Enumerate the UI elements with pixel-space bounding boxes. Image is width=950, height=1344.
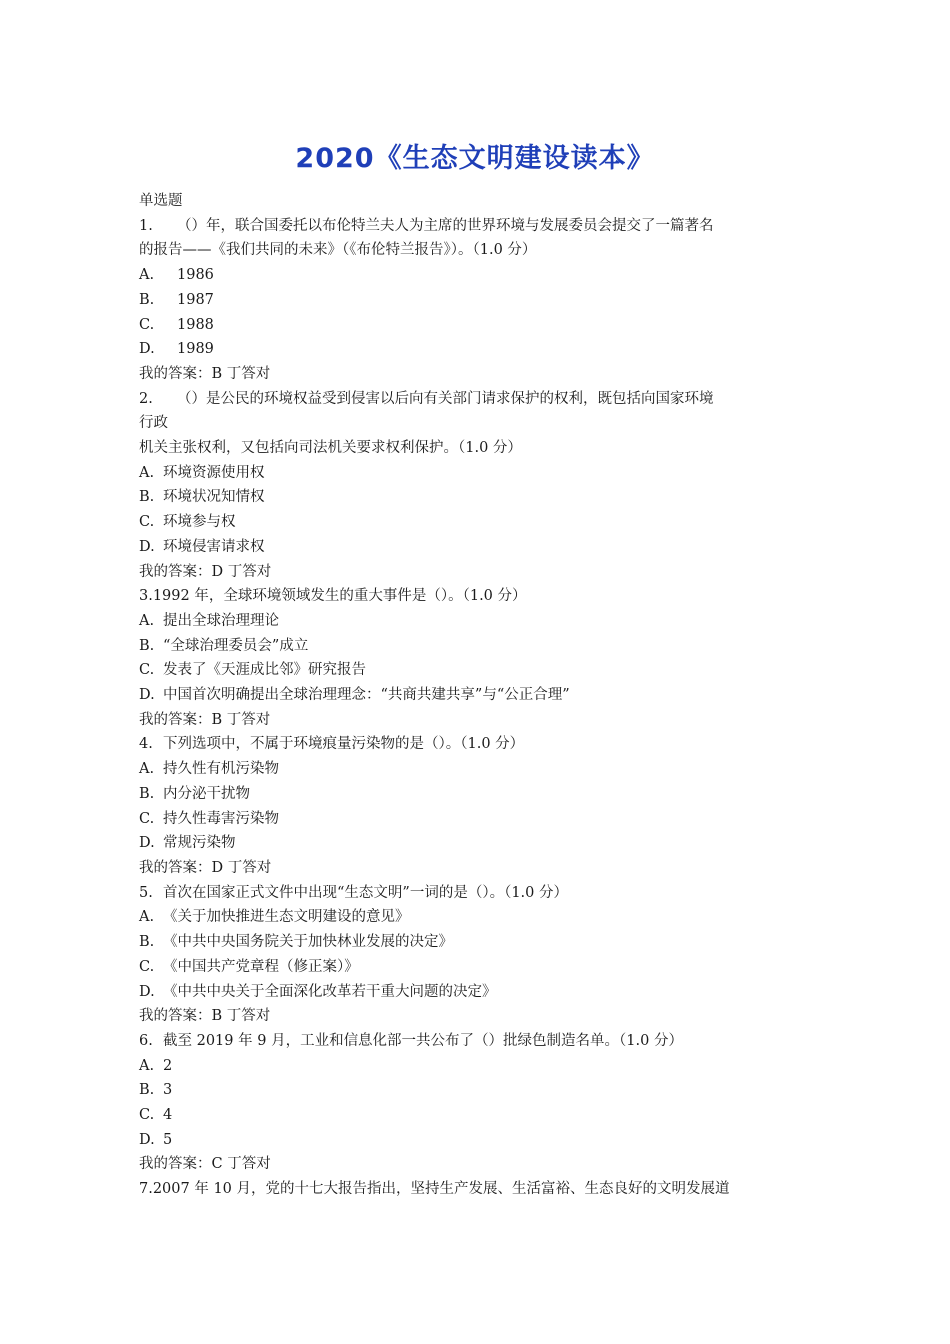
- option-text: 《关于加快推进生态文明建设的意见》: [163, 909, 410, 926]
- option-letter: C.: [139, 1107, 155, 1124]
- option-text: 持久性有机污染物: [163, 761, 279, 778]
- option-text: 《中国共产党章程（修正案）》: [163, 958, 359, 975]
- question-text: （）是公民的环境权益受到侵害以后向有关部门请求保护的权利，既包括向国家环境: [177, 390, 714, 407]
- option-letter: D.: [139, 341, 155, 358]
- option-text: 持久性毒害污染物: [163, 810, 279, 827]
- option-b: [139, 634, 819, 659]
- option-letter: A.: [139, 267, 155, 284]
- question-number: 1.: [139, 217, 153, 234]
- option-letter: B.: [139, 637, 155, 654]
- option-text: 环境状况知情权: [163, 489, 265, 506]
- question-2: [139, 387, 819, 585]
- option-c: [139, 658, 819, 683]
- option-text: 3: [163, 1082, 173, 1099]
- question-5: [139, 881, 819, 1029]
- question-text: （）年，联合国委托以布伦特兰夫人为主席的世界环境与发展委员会提交了一篇著名: [177, 217, 714, 234]
- option-text: 提出全球治理理论: [163, 612, 279, 629]
- question-text: 7.2007 年 10 月，党的十七大报告指出，坚持生产发展、生活富裕、生态良好的文明发展道: [139, 1181, 730, 1198]
- option-text: 中国首次明确提出全球治理理念：“共商共建共享”与“公正合理”: [163, 687, 570, 704]
- option-letter: B.: [139, 785, 155, 802]
- option-d: [139, 683, 819, 708]
- option-text: 1986: [177, 267, 214, 284]
- question-text: 3.1992 年，全球环境领域发生的重大事件是（）。（1.0 分）: [139, 588, 527, 605]
- option-letter: B.: [139, 934, 155, 951]
- question-text: 首次在国家正式文件中出现“生态文明”一词的是（）。（1.0 分）: [163, 884, 568, 901]
- question-1: [139, 214, 819, 387]
- section-heading: 单选题: [139, 193, 183, 209]
- option-letter: D.: [139, 983, 155, 1000]
- answer-line: 我的答案：D 丁答对: [139, 859, 272, 876]
- option-b: [139, 288, 819, 313]
- option-c: [139, 313, 819, 338]
- option-letter: B.: [139, 489, 155, 506]
- answer-line: 我的答案：B 丁答对: [139, 1008, 271, 1025]
- question-text: 截至 2019 年 9 月，工业和信息化部一共公布了（）批绿色制造名单。（1.0 分）: [163, 1032, 683, 1049]
- question-4: [139, 732, 819, 880]
- option-d: [139, 980, 819, 1005]
- question-line: [139, 1029, 819, 1054]
- option-a: [139, 263, 819, 288]
- option-a: [139, 905, 819, 930]
- document-title: 2020《生态文明建设读本》: [295, 143, 655, 174]
- option-b: [139, 782, 819, 807]
- document-body: [139, 189, 819, 1202]
- option-letter: D.: [139, 687, 155, 704]
- option-text: 《中共中央国务院关于加快林业发展的决定》: [163, 934, 453, 951]
- answer-line: 我的答案：B 丁答对: [139, 711, 271, 728]
- option-letter: A.: [139, 761, 155, 778]
- option-text: 《中共中央关于全面深化改革若干重大问题的决定》: [163, 983, 497, 1000]
- answer-line: 我的答案：B 丁答对: [139, 365, 271, 382]
- question-text: 下列选项中，不属于环境痕量污染物的是（）。（1.0 分）: [163, 736, 525, 753]
- question-text: 行政: [139, 415, 168, 432]
- option-c: [139, 1103, 819, 1128]
- option-letter: C.: [139, 810, 155, 827]
- option-text: 4: [163, 1107, 173, 1124]
- question-6: [139, 1029, 819, 1177]
- option-letter: B.: [139, 291, 155, 308]
- option-letter: C.: [139, 514, 155, 531]
- option-letter: C.: [139, 316, 155, 333]
- option-a: [139, 757, 819, 782]
- option-d: [139, 535, 819, 560]
- question-text: 的报告——《我们共同的未来》（《布伦特兰报告》）。（1.0 分）: [139, 242, 537, 259]
- option-letter: A.: [139, 612, 155, 629]
- option-text: 1988: [177, 316, 214, 333]
- question-number: 5.: [139, 884, 153, 901]
- question-3: [139, 584, 819, 732]
- option-text: 环境参与权: [163, 514, 236, 531]
- option-d: [139, 1128, 819, 1153]
- question-7: [139, 1177, 819, 1202]
- option-text: 环境资源使用权: [163, 464, 265, 481]
- question-number: 2.: [139, 390, 153, 407]
- option-a: [139, 609, 819, 634]
- option-letter: C.: [139, 958, 155, 975]
- option-text: 环境侵害请求权: [163, 538, 265, 555]
- question-number: 6.: [139, 1032, 153, 1049]
- question-line: [139, 732, 819, 757]
- option-a: [139, 1054, 819, 1079]
- option-letter: A.: [139, 909, 155, 926]
- option-a: [139, 461, 819, 486]
- option-text: 5: [163, 1131, 173, 1148]
- option-b: [139, 485, 819, 510]
- option-text: 内分泌干扰物: [163, 785, 250, 802]
- option-b: [139, 1078, 819, 1103]
- option-b: [139, 930, 819, 955]
- option-c: [139, 807, 819, 832]
- option-letter: A.: [139, 464, 155, 481]
- question-line: [139, 881, 819, 906]
- option-text: 2: [163, 1057, 173, 1074]
- option-text: 1987: [177, 291, 214, 308]
- option-text: 发表了《天涯成比邻》研究报告: [163, 662, 366, 679]
- option-letter: C.: [139, 662, 155, 679]
- option-text: “全球治理委员会”成立: [163, 637, 309, 654]
- option-letter: D.: [139, 1131, 155, 1148]
- answer-line: 我的答案：D 丁答对: [139, 563, 272, 580]
- option-text: 常规污染物: [163, 835, 236, 852]
- option-c: [139, 510, 819, 535]
- option-letter: D.: [139, 538, 155, 555]
- question-text: 机关主张权利，又包括向司法机关要求权利保护。（1.0 分）: [139, 440, 522, 457]
- option-d: [139, 831, 819, 856]
- option-letter: A.: [139, 1057, 155, 1074]
- option-letter: B.: [139, 1082, 155, 1099]
- question-line: [139, 214, 819, 239]
- answer-line: 我的答案：C 丁答对: [139, 1156, 271, 1173]
- option-d: [139, 337, 819, 362]
- question-line: [139, 387, 819, 412]
- option-text: 1989: [177, 341, 214, 358]
- question-number: 4.: [139, 736, 153, 753]
- option-letter: D.: [139, 835, 155, 852]
- option-c: [139, 955, 819, 980]
